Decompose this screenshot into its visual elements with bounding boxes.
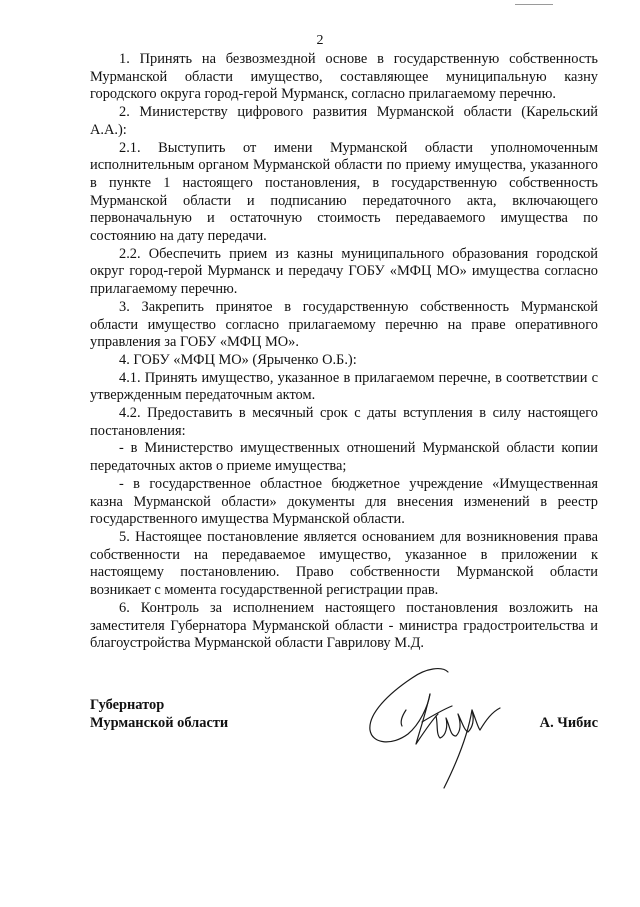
paragraph-4-2-item-2: - в государственное областное бюджетное учреждение «Имущественная казна Мурманской области» документы для внесения изменений в реестр государственного имущества Мурманской области. [90,475,598,528]
paragraph-5: 5. Настоящее постановление является основанием для возникновения права собственности на передаваемое имущество, указанное в приложении к настоящему постановлению. Право собственности Мурманской области возникает с момента государственной регистрации прав. [90,528,598,599]
paragraph-4-2-item-1: - в Министерство имущественных отношений Мурманской области копии передаточных актов о приеме имущества; [90,440,598,475]
top-margin-line [515,4,553,5]
paragraph-4-2: 4.2. Предоставить в месячный срок с даты вступления в силу настоящего постановления: [90,405,598,439]
handwritten-signature [362,664,512,794]
page-number: 2 [316,33,324,48]
document-body [90,51,598,653]
paragraph-6: 6. Контроль за исполнением настоящего постановления возложить на заместителя Губернатора Мурманской области - министра градостроительства и благоустройства Мурманской области Гаврилову М.Д. [90,599,598,652]
paragraph-4: 4. ГОБУ «МФЦ МО» (Ярыченко О.Б.): [119,351,357,368]
paragraph-1: 1. Принять на безвозмездной основе в государственную собственность Мурманской области имущество, составляющее муниципальную казну городского округа город-герой Мурманск, согласно прилагаемому перечню. [90,51,598,103]
signatory-title-line-2: Мурманской области [90,715,229,731]
signatory-title [90,696,228,732]
paragraph-4-1: 4.1. Принять имущество, указанное в прилагаемом перечне, в соответствии с утвержденным передаточным актом. [90,369,598,404]
paragraph-2-2: 2.2. Обеспечить прием из казны муниципального образования городской округ город-герой Мурманск и передачу ГОБУ «МФЦ МО» имущества согласно прилагаемому перечню. [90,245,598,298]
paragraph-2-1: 2.1. Выступить от имени Мурманской области уполномоченным исполнительным органом Мурманской области по приему имущества, указанного в пункте 1 настоящего постановления, в государственную собственность Мурманской области и подписанию передаточного акта, включающего первоначальную и остаточную стоимость передаваемого имущества по состоянию на дату передачи. [90,139,598,245]
paragraph-3: 3. Закрепить принятое в государственную собственность Мурманской области имущество согласно прилагаемому перечню на праве оперативного управления за ГОБУ «МФЦ МО». [90,298,598,351]
paragraph-2: 2. Министерству цифрового развития Мурманской области (Карельский А.А.): [90,104,598,138]
signatory-name: А. Чибис [539,715,598,731]
signatory-title-line-1: Губернатор [90,697,165,713]
